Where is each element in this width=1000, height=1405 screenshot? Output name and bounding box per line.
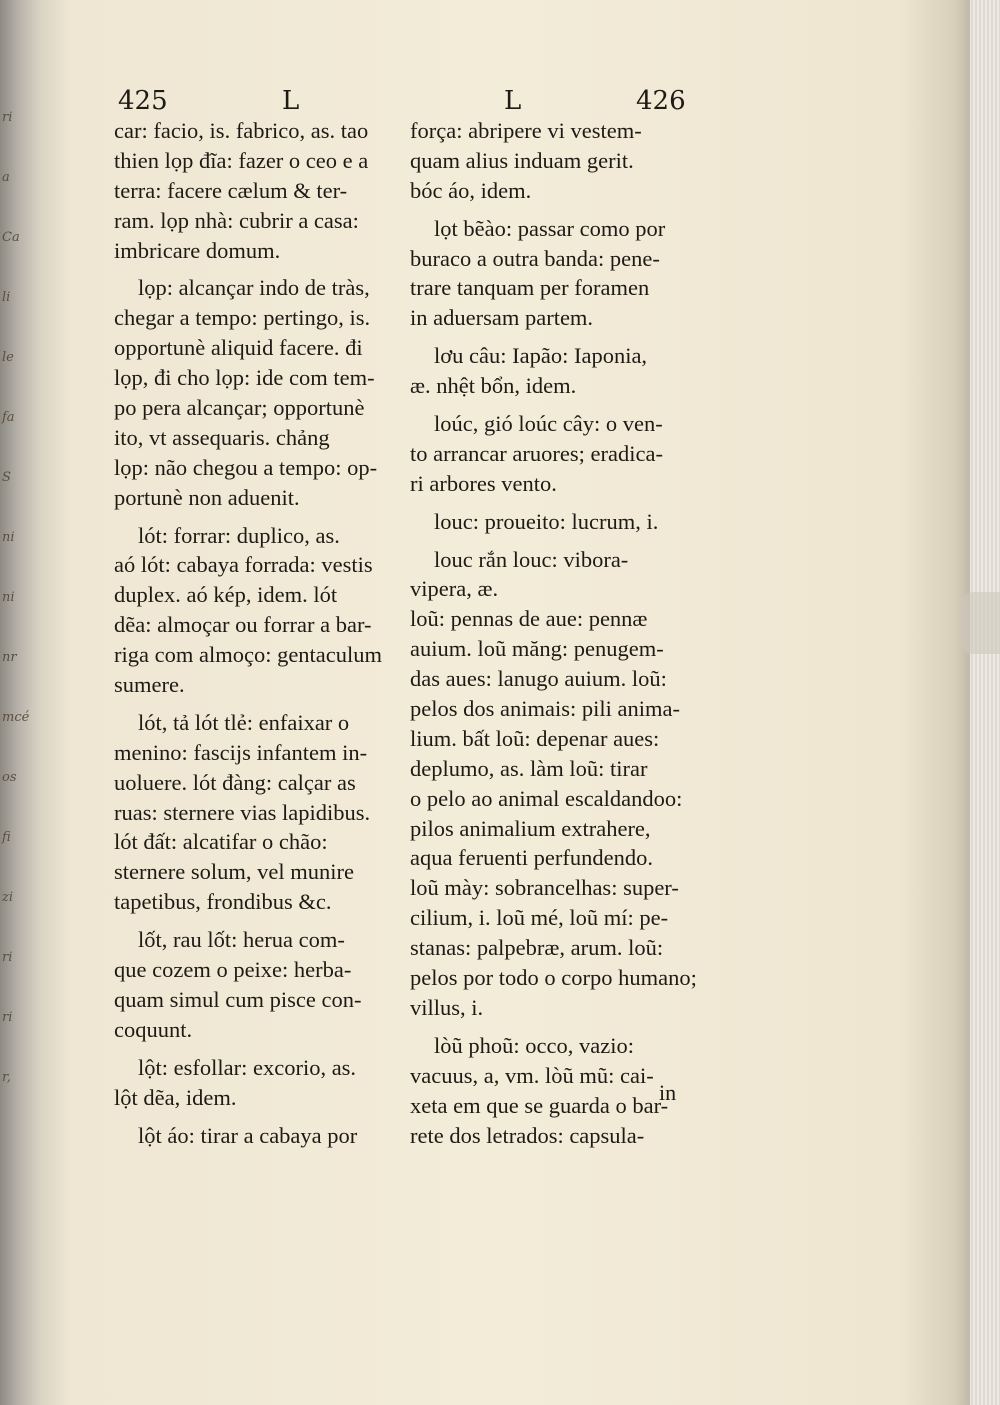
text-line: louc: proueito: lucrum, i. (434, 508, 659, 534)
text-line: quam simul cum pisce con- (114, 986, 362, 1012)
text-line: lót: forrar: duplico, as. (138, 522, 340, 548)
text-line: lium. bất loũ: depenar aues: (410, 725, 660, 751)
text-line: o pelo ao animal escaldandoo: (410, 785, 683, 811)
spine-fragment: zi (2, 890, 14, 905)
text-line: pilos animalium extrahere, (410, 815, 651, 841)
text-line: terra: facere cælum & ter- (114, 177, 348, 203)
text-line: duplex. aó kép, idem. lót (114, 582, 338, 608)
spine-fragment: mcé (2, 710, 30, 725)
catchword: in (659, 1080, 677, 1105)
text-line: lơu câu: Iapão: Iaponia, (434, 343, 648, 369)
text-line: in aduersam partem. (410, 305, 594, 331)
text-line: aó lót: cabaya forrada: vestis (114, 552, 373, 578)
text-line: tapetibus, frondibus &c. (114, 889, 332, 915)
right-page-number: 426 (636, 86, 686, 116)
spine-fragment: a (2, 170, 10, 185)
text-line: riga com almoço: gentaculum (114, 642, 383, 668)
text-line: trare tanquam per foramen (410, 275, 650, 301)
text-line: loúc, gió loúc cây: o ven- (434, 411, 663, 437)
text-line: pelos dos animais: pili anima- (410, 696, 680, 722)
text-line: ram. lọp nhà: cubrir a casa: (114, 207, 359, 233)
text-line: imbricare domum. (114, 237, 281, 263)
page-tab-shadow (960, 592, 1000, 654)
left-column (114, 116, 404, 1150)
text-line: bóc áo, idem. (410, 177, 532, 203)
text-line: ito, vt assequaris. chảng (114, 424, 330, 450)
text-line: pelos por todo o corpo humano; (410, 965, 697, 991)
spine-fragment: ri (2, 1010, 13, 1025)
text-line: loũ mày: sobrancelhas: super- (410, 875, 679, 901)
right-column (410, 116, 728, 1150)
text-line: menino: fascijs infantem in- (114, 739, 368, 765)
text-line: villus, i. (410, 994, 484, 1020)
text-line: ri arbores vento. (410, 470, 557, 496)
text-line: dẽa: almoçar ou forrar a bar- (114, 612, 372, 638)
spine-fragment: r, (2, 1070, 11, 1085)
text-line: opportunè aliquid facere. đi (114, 335, 363, 361)
text-line: vipera, æ. (410, 576, 499, 602)
text-line: coquunt. (114, 1016, 193, 1042)
facing-page-fragments (2, 110, 30, 1130)
text-line: to arrancar aruores; eradica- (410, 440, 663, 466)
text-line: quam alius induam gerit. (410, 147, 634, 173)
text-line: lọt bẽào: passar como por (434, 215, 666, 241)
text-line: car: facio, is. fabrico, as. tao (114, 118, 369, 143)
spine-fragment: ni (2, 590, 15, 605)
text-line: buraco a outra banda: pene- (410, 245, 660, 271)
spine-fragment: le (2, 350, 14, 365)
text-line: lột áo: tirar a cabaya por (138, 1122, 358, 1148)
text-line: das aues: lanugo auium. loũ: (410, 666, 667, 692)
left-page-number: 425 (118, 86, 168, 116)
text-line: æ. nhệt bổn, idem. (410, 373, 577, 399)
text-line: stanas: palpebræ, arum. loũ: (410, 935, 664, 961)
text-line: sumere. (114, 672, 185, 698)
text-line: louc rắn louc: vibora- (434, 546, 629, 572)
spine-fragment: nr (2, 650, 17, 665)
text-line: auium. loũ măng: penugem- (410, 636, 664, 662)
spine-fragment: Ca (2, 230, 20, 245)
text-line: xeta em que se guarda o bar- (410, 1092, 669, 1118)
text-line: lột dẽa, idem. (114, 1084, 237, 1110)
spine-fragment: ni (2, 530, 15, 545)
text-line: lót đất: alcatifar o chão: (114, 829, 328, 855)
page-edges (970, 0, 1000, 1405)
text-line: lọp, đi cho lọp: ide com tem- (114, 365, 375, 391)
spine-fragment: os (2, 770, 17, 785)
text-line: lót, tả lót tlẻ: enfaixar o (138, 709, 350, 735)
text-line: sternere solum, vel munire (114, 859, 354, 885)
text-line: cilium, i. loũ mé, loũ mí: pe- (410, 905, 669, 931)
text-line: lọp: não chegou a tempo: op- (114, 454, 378, 480)
spine-fragment: ri (2, 950, 13, 965)
right-running-letter: L (504, 86, 522, 116)
text-line: lọp: alcançar indo de tràs, (138, 275, 370, 301)
text-line: rete dos letrados: capsula- (410, 1122, 645, 1148)
text-line: força: abripere vi vestem- (410, 118, 642, 143)
spine-fragment: fa (2, 410, 15, 425)
spine-fragment: ri (2, 110, 13, 125)
text-line: lòũ phoũ: occo, vazio: (434, 1032, 634, 1058)
text-line: portunè non aduenit. (114, 484, 300, 510)
text-line: uoluere. lót đàng: calçar as (114, 769, 356, 795)
text-line: thien lọp đĩa: fazer o ceo e a (114, 147, 369, 173)
text-line: aqua feruenti perfundendo. (410, 845, 654, 871)
text-line: lột: esfollar: excorio, as. (138, 1054, 357, 1080)
text-line: po pera alcançar; opportunè (114, 395, 365, 421)
spine-fragment: S (2, 470, 11, 485)
text-line: vacuus, a, vm. lòũ mũ: cai- (410, 1062, 654, 1088)
text-line: chegar a tempo: pertingo, is. (114, 305, 371, 331)
text-line: ruas: sternere vias lapidibus. (114, 799, 371, 825)
left-running-letter: L (282, 86, 300, 116)
text-line: lốt, rau lốt: herua com- (138, 927, 345, 953)
spine-fragment: fi (2, 830, 11, 845)
text-line: loũ: pennas de aue: pennæ (410, 606, 648, 632)
spine-fragment: li (2, 290, 11, 305)
text-line: deplumo, as. làm loũ: tirar (410, 755, 648, 781)
text-line: que cozem o peixe: herba- (114, 957, 352, 983)
